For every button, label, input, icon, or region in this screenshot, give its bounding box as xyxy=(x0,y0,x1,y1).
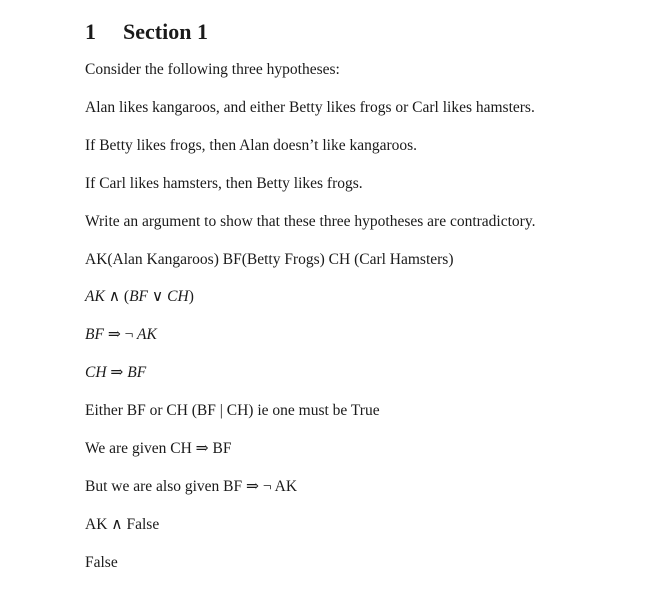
formula-2-b: AK xyxy=(137,326,157,343)
hypothesis-1-text: Alan likes kangaroos, and either Betty likes frogs or Carl likes hamsters. xyxy=(85,99,535,116)
formula-1-open-paren: ( xyxy=(123,288,130,305)
formula-1-or-symbol: ∨ xyxy=(151,288,164,305)
abbreviations-text: AK(Alan Kangaroos) BF(Betty Frogs) CH (Carl Hamsters) xyxy=(85,251,454,268)
task-text: Write an argument to show that these three hypotheses are contradictory. xyxy=(85,213,536,230)
reasoning-line-3: But we are also given BF ⇒ ¬ AK xyxy=(85,478,298,495)
formula-1 xyxy=(85,287,194,307)
formula-1-a: AK xyxy=(85,288,105,305)
hypothesis-3-text: If Carl likes hamsters, then Betty likes frogs. xyxy=(85,175,363,192)
formula-3-a: CH xyxy=(85,364,107,381)
formula-1-close-paren: ) xyxy=(188,288,194,305)
formula-3-implies-symbol: ⇒ xyxy=(110,364,124,381)
reasoning-line-1: Either BF or CH (BF | CH) ie one must be True xyxy=(85,402,380,419)
formula-3 xyxy=(85,363,146,383)
section-number: 1 xyxy=(85,19,96,44)
formula-1-and-symbol: ∧ xyxy=(108,288,121,305)
reasoning-line-4: AK ∧ False xyxy=(85,516,160,533)
reasoning-line-2: We are given CH ⇒ BF xyxy=(85,440,232,457)
formula-1-b: BF xyxy=(129,288,149,305)
formula-1-c: CH xyxy=(167,288,189,305)
section-title: Section 1 xyxy=(123,19,208,44)
formula-3-b: BF xyxy=(127,364,147,381)
reasoning-conclusion: False xyxy=(85,554,118,571)
formula-2-a: BF xyxy=(85,326,104,343)
formula-2-implies-not-symbol: ⇒ ¬ xyxy=(107,326,134,343)
intro-text: Consider the following three hypotheses: xyxy=(85,61,340,78)
hypothesis-2-text: If Betty likes frogs, then Alan doesn’t like kangaroos. xyxy=(85,137,418,154)
section-heading xyxy=(85,18,208,46)
formula-2 xyxy=(85,325,157,345)
